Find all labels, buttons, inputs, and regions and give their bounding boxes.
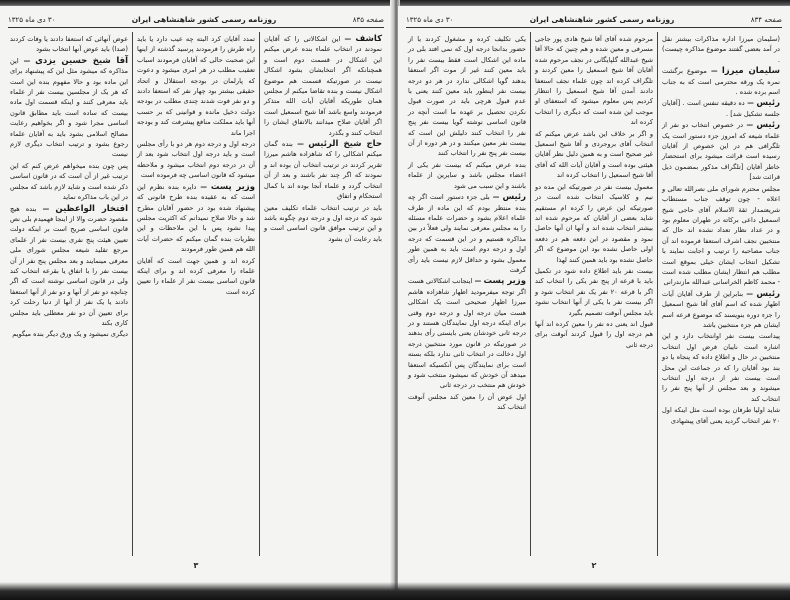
paragraph	[408, 34, 526, 159]
paragraph	[662, 66, 780, 97]
right-page	[398, 6, 790, 588]
paragraph	[662, 331, 780, 404]
paragraph	[408, 276, 526, 390]
paragraph-text: در خصوص انتخاب دو نفر از علماء شیعه که امروز جزء دستور است یک تلگرافی هم در این خصوص از آقایان رسیده است قرائت میشود برای استحضار خاطر آقایان [تلگراف مذکور بمضمون ذیل قرائت شد]	[662, 121, 780, 182]
right-page-number: ۲	[591, 561, 597, 570]
right-column-3	[404, 32, 530, 556]
speaker-name: وزیر پست	[483, 276, 526, 287]
speaker-dash: —	[340, 35, 356, 43]
paragraph-text: اول عوض آن را معین کند مجلس آنوقت انتخاب کند	[408, 392, 526, 412]
paragraph-text: اینجانب اشکالاتی هست اگر توجه میفرمودید اظهار شاهزاده هاشم میرزا اظهار صحیحی است یک اشکالی هست میان درجه اول و درجه دوم وقتی برای اینکه درجه اول نمایندگان هستند و در درجه ثانی خودشان یعنی بایستی رأی بدهند در صورتیکه در قانون مورد منتخبین درجه اول دخالت در انتخاب ثانی ندارد بلکه بسته است برای نمایندگان پس آنکسیکه استعفا میدهد آن خودش که نمیشود منتخب شود و خودش هم منتخب در درجه ثانی	[407, 277, 526, 390]
right-page-columns	[404, 32, 784, 556]
speaker-name: کاشف	[355, 34, 383, 44]
right-page-title: روزنامه رسمی کشور شاهنشاهی ایران	[529, 15, 675, 24]
left-column-2	[132, 32, 259, 556]
speaker-name: وزیر پست	[210, 181, 255, 192]
paragraph	[10, 204, 128, 329]
paragraph-text: و اگر بر خلاف این باشد عرض میکنم که انتخاب آقای بروجردی و آقا شیخ اسمعیل غیر صحیح است و به همین دلیل نظر آقایان هیئتی بوده است و آقایان آیات الله که آقای آقا شیخ اسمعیل را انتخاب کرده اند	[535, 129, 653, 180]
paragraph-text: این مذاکره که میشود مثل این که پیشنهاد برای این ماده بود و حالا مفهوم بنده این است که هر یک از مجلسین بیست نفر از علماء باید معرفی کنند و اینکه قسمت اول ماده بیست که ساده است باید مطابق قانون اساسی مجرا شود و اگر بخواهیم رعایت مصالح اسلامی بشود باید به آقایان علماء رجوع بشود و ترتیب انتخاب دیگری لازم نیست	[10, 56, 128, 159]
right-column-1	[657, 32, 784, 556]
right-page-header	[406, 14, 782, 28]
left-column-3	[6, 32, 132, 556]
speaker-dash: —	[472, 277, 484, 286]
paragraph	[10, 34, 128, 55]
paragraph-text: بنده عرض میکنم که بیست نفر یکی از اعضاء مجلس باشد و سایرین از علماء باشند و این سبب می شود	[408, 160, 526, 190]
paragraph-text: بنابراین از طرف آقایان آیات اظهار شده که اسم آقای آقا شیخ اسمعیل را جزء دوره بنویسند که موضوع قرعه اسم ایشان هم جزء منتخبین باشد	[662, 289, 780, 329]
paragraph	[137, 139, 255, 181]
paragraph	[662, 120, 780, 182]
right-page-label: صفحه ۸۳۴	[750, 15, 782, 24]
paragraph	[264, 139, 382, 201]
left-page	[0, 6, 392, 588]
paragraph-text: این اشکالاتی را که آقایان نمودند در انتخاب علماء بنده عرض میکنم این اشکال در قسمت دوم است و همچنانکه اگر انتخابشان بشود اشکال نیست در صورتیکه قسمت هم موضوع اشکال نیست و بنده تقاضا میکنم از مجلس همان طوریکه آقایان آیات الله متذکر فرمودند واسع باشد آقا شیخ اسمعیل است اگر آقایان صلاح میدانند بالاتفاق ایشان را انتخاب کنند و بگذرد	[264, 35, 382, 137]
paragraph	[535, 182, 653, 265]
speaker-name: رئیس	[756, 98, 780, 109]
speaker-dash: —	[18, 56, 36, 65]
paragraph-text: مرحوم شده آقای آقا شیخ هادی پور جاجی مسرفی و معین شده و هم چنین که حالا آقا شیخ عبدالله گلپایگانی در نجف مرحوم شده آقایان آقا شیخ اسمعیل را معین کردند و تلگراف کرده اند چون علماء نجف استعفا دادند آمدن آقا شیخ اسمعیل را انتظار کردیم پس معلوم میشود که استعفای او موجب این شده است که دیگری را انتخاب کرده اند	[535, 35, 653, 127]
paragraph-text: عوض آنهائی که استعفا دادند یا وفات کردند (صدا) باید عوض آنها انتخاب بشود	[10, 35, 128, 54]
left-page-number: ۳	[193, 561, 199, 570]
left-page-header	[8, 14, 384, 28]
paragraph-text: درجه اول و درجه دوم هر دو با رأی مجلس است و باید درجه اول انتخاب شود بعد از آن در درجه دوم انتخاب میشود و ملاحظه میشود که قانون اساسی چه فرموده است	[137, 140, 255, 180]
paragraph	[264, 203, 382, 245]
paragraph	[535, 34, 653, 128]
speaker-name: سلیمان میرزا	[721, 66, 780, 77]
paragraph-text: پیداست بیست نفر اوانتخاب دارد و این اشاره است نایبان فرض اول انتخاب منتخبین در حال و اطلاع داده که پنجاه یا دو بند بود آقایان را که در جماعت این محل است بیست نفر از درجه اول انتخاب میشوند و بعد مجلس از آنها پنج نفر را انتخاب کند	[662, 332, 780, 403]
paragraph-text: بلی جزء دستور است اگر چه بنده منتظر بودم که این ماده از طرف علماء اعلام بشود و حضرات علماء مسئله را به مجلس معرفی نمایند ولی فعلاً در بین مذاکره هستیم و در این قسمت که درجه اول و درجه دوم است باید به همین طور معمول بشود و حداقل لازم نیست باید رأی گرفت	[408, 193, 526, 274]
speaker-dash: —	[743, 121, 757, 130]
paragraph	[10, 56, 128, 160]
speaker-dash: —	[196, 182, 211, 191]
paragraph-text: باید در ترتیب انتخاب علماء تکلیف معین شود که درجه اول و درجه دوم چگونه باشد و این ترتیب موافق قانون اساسی است و باید رعایت آن بشود	[264, 203, 382, 243]
speaker-name: حاج شیخ الرئیس	[308, 139, 382, 150]
scan-edge-bottom	[0, 582, 790, 600]
paragraph-text: معمول بیست نفر در صورتیکه این مده دو نیم و کلاسیک انتخاب شده است در صورتیکه این عرض را کرده ام مستقیم شاید بعضی از آقایان که مرحوم شده اند بیشتر انتخاب شده اند و آنها ان آنها حاصل نمود و مقصود در این دفعه هم در دفعه اولی حاصل نشده بود این موضوع که اگر حاصل نشده بود باید همین کنند لهذا	[535, 182, 653, 264]
paragraph-text: بنده گمان میکنم اشکالی را که شاهزاده هاشم میرزا تقریر کردند در ترتیب انتخاب آن بوده اند و نمودند که اگر چند نفر باشند و بعد از آن انتخاب گردد و علماء آنجا بوده اند با کمال استحکام و اتفاق	[264, 140, 382, 201]
speaker-dash: —	[36, 204, 56, 213]
paragraph	[408, 392, 526, 413]
paragraph	[408, 160, 526, 191]
paragraph	[10, 329, 128, 339]
paragraph	[535, 266, 653, 318]
left-page-label: صفحه ۸۳۵	[352, 15, 384, 24]
paragraph	[10, 161, 128, 203]
paragraph	[662, 98, 780, 119]
paragraph-text: کرده اند و همین جهت است که آقایان علماء را معرفی کرده اند و برای اینکه قانون اساسی بیست نفر از علماء را تعیین کرده است	[137, 256, 255, 296]
speaker-dash: —	[706, 67, 722, 76]
paragraph-text: (سلیمان میرزا اداره مذاکرات بیشتر نقل در آمد بعضی گفتند موضوع مذاکره چیست) .	[662, 35, 780, 64]
right-page-date: ۳۰ دی ماه ۱۳۲۵	[406, 15, 454, 24]
paragraph	[535, 129, 653, 181]
paragraph-text: یکی تکلیف کرده و مشغول کردند یا از حضور بدانجا درجه اول که نمی افتد بلی در ماده این اشکال است فقط بیست نفر را باید معین کنند غیر از موت اگر استعفا بدهند گویا اشکالی ندارد در هر دو درجه بیست نفر اینطور باید معین کنند یعنی با عدم قبول هرچی باید در صورت قبول نکردن تحصیل بر عهده ما است آنچه در قانون اساسی نوشته گویا بیست نفر پنج نفر را انتخاب کنند دلیلش این است که بیست نفر معین میکنند و در هر دوره از آن بیست نفر پنج نفر را انتخاب کنند	[408, 35, 526, 158]
paragraph	[408, 192, 526, 275]
paragraph-text: شاید اولیا طرفان بوده است مثل اینکه اول ۲۰ نفر انتخاب گردید یعنی آقای پیشهادی	[662, 406, 780, 425]
speaker-dash: —	[743, 289, 757, 298]
speaker-name: رئیس	[756, 120, 780, 131]
paragraph-text: ده دقیقه تنفس است . [آقایان جلسه تشکیل شد] .	[662, 99, 780, 118]
paragraph	[662, 405, 780, 426]
paragraph	[137, 34, 255, 138]
right-column-2	[530, 32, 657, 556]
paragraph	[137, 182, 255, 255]
paragraph-text: مجلس محترم شورای ملی نصرالله تعالی و اعلاه - چون توقف جناب مستطاب شریعتمدار ثقة الاسلام آقای حاجی شیخ اسمعیل داعی برکاته در طهران معلوم بود و در عداد نظار تعداد نشده اند حال که منتخبین نجف اشرف استعفا فرموده اند آن جناب مصاحبه را ترتیب و اجابت نمایند با تشکیل انتخاب ایشان خیلی بموقع است مطلب هم انتظار ایشان مطلب شده است - محمد کاظم الخراسانی عبدالله مازندرانی	[662, 184, 780, 287]
left-page-date: ۳۰ دی ماه ۱۳۲۵	[8, 15, 56, 24]
speaker-dash: —	[489, 193, 503, 202]
paragraph	[535, 319, 653, 350]
speaker-dash: —	[292, 140, 309, 149]
paragraph	[662, 34, 780, 65]
left-page-title: روزنامه رسمی کشور شاهنشاهی ایران	[131, 15, 277, 24]
speaker-name: رئیس	[502, 192, 527, 203]
paragraph	[264, 34, 382, 138]
paragraph	[137, 256, 255, 298]
paragraph-text: بیست نفر باید اطلاع داده شود در تکمیل باید با قرعه از پنج نفر یکی را انتخاب کند اگر با قرعه ۲۰ نفر یک نفر انتخاب شود و اگر بیست نفر با یکی از آنها انتخاب نشود باید مجلس آنوقت تصمیم بگیرد	[535, 266, 653, 317]
paragraph-text: دیگری نمیشود و یک ورق دیگر بنده میگویم	[12, 330, 128, 339]
paragraph	[662, 184, 780, 288]
speaker-dash: —	[744, 99, 757, 108]
paragraph	[662, 289, 780, 331]
paragraph-text: قبول اند یعنی ده نفر را معین کرده اند آنها هم درجه اول را قبول کردند آنوقت برای درجه ثانی	[535, 319, 653, 349]
paragraph-text: تمدد آقایان کرد البته چه عیب دارد یا باید راه طرش را فرمودند پرسید گذشته از اینها این صحبت حالی که آقایان فرمودند اسباب تعقیب مطلب در هر امری میشود و دعوت که پارلمان در بودجه استقلال و اتحاد حقیقی بیشتر بود چهار نفر که استعفا دادند و دو نفر فوت شدند چندی مطلب در بودجه دولت دخیل مانده و قوانینی که بر حسب آنها باید مملکت منافع پیشرفت کند و بودجه اجرا ماند	[137, 35, 255, 137]
speaker-name: افتخار الواعظین	[55, 203, 128, 214]
paragraph-text: دایره بنده نظرم این است که به عقیده بنده طرح قانونی که پیشنهاد شده بود در حضور آقایان مطرح شد و حالا صلاح نمیدانم که اکثریت مجلس پیدا نشود پس با این ملاحظات و این نظریات بنده گمان میکنم که حضرات آیات الله هم همین طور فرمودند	[137, 182, 255, 254]
left-page-columns	[6, 32, 386, 556]
paragraph-text: پس چون بنده میخواهم عرض کنم که این ترتیب غیر از آن است که در قانون اساسی ذکر شده است و شاید لازم باشد که مجلس در این باب مذاکره نماید	[10, 161, 128, 202]
paragraph-text: بنده هیچ مقصود حضرت والا از اینجا فهمیدم بلی نص قانون اساسی صریح است بر اینکه دولت تعیین هیئت پنج نفری بیست نفر از علمای مرجع تقلید شیعه مجلس شورای ملی معرفی مینمایند و بعد مجلس پنج نفر از آن بیست نفر را با اتفاق یا بقرعه انتخاب کند ولی در قانون اساسی نوشته است که اگر چنانچه دو نفر از آنها و دو نفر از آنها استعفا دادند یا یک نفر از آنها از دنیا رحلت کرد برای تعیین آن دو نفر معطلی باید مجلس کاری بکند	[10, 204, 128, 327]
left-column-1	[259, 32, 386, 556]
speaker-name: آقا شیخ حسین یزدی	[35, 55, 129, 66]
paragraph-text: موضوع برگشت نمره یک ورقه محترمی است که به جناب اسم برده شده .	[662, 67, 780, 97]
speaker-name: رئیس	[756, 288, 780, 299]
